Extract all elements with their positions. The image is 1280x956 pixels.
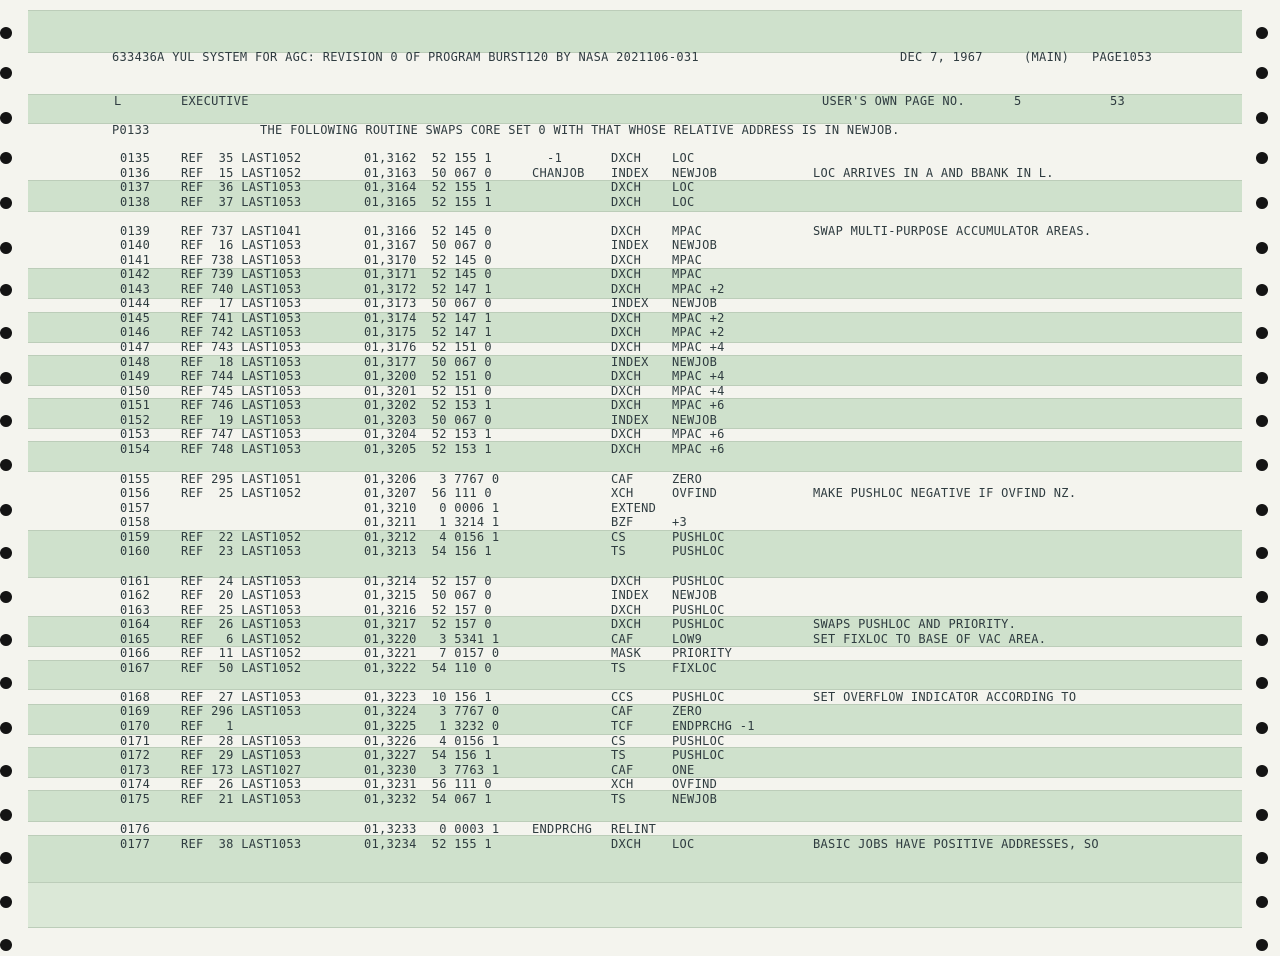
line-number: 0177 [120, 837, 151, 851]
feed-hole [1256, 722, 1268, 734]
operand: ONE [672, 763, 695, 777]
line-number: 0173 [120, 763, 151, 777]
opcode: CAF [611, 704, 634, 718]
line-number: 0167 [120, 661, 151, 675]
address-code: 01,3173 50 067 0 [364, 296, 492, 310]
opcode: INDEX [611, 413, 649, 427]
feed-hole [0, 67, 12, 79]
address-code: 01,3211 1 3214 1 [364, 515, 500, 529]
operand: ZERO [672, 472, 703, 486]
feed-hole [0, 327, 12, 339]
address-code: 01,3171 52 145 0 [364, 267, 492, 281]
paper-band [28, 882, 1242, 928]
ref-column: REF 36 LAST1053 [181, 180, 302, 194]
feed-hole [0, 504, 12, 516]
paper-band [28, 10, 1242, 53]
opcode: CAF [611, 632, 634, 646]
opcode: TS [611, 748, 627, 762]
users-page-label: USER'S OWN PAGE NO. [822, 94, 965, 108]
opcode: CS [611, 734, 627, 748]
line-number: 0149 [120, 369, 151, 383]
line-number: 0139 [120, 224, 151, 238]
ref-column: REF 747 LAST1053 [181, 427, 302, 441]
operand: NEWJOB [672, 413, 718, 427]
opcode: XCH [611, 777, 634, 791]
operand: MPAC +6 [672, 442, 725, 456]
address-code: 01,3220 3 5341 1 [364, 632, 500, 646]
header-page-label: PAGE1053 [1092, 50, 1153, 64]
operand: NEWJOB [672, 355, 718, 369]
address-code: 01,3175 52 147 1 [364, 325, 492, 339]
header-title-line: 633436A YUL SYSTEM FOR AGC: REVISION 0 OF PROGRAM BURST120 BY NASA 2021106-031 [112, 50, 699, 64]
feed-hole [1256, 852, 1268, 864]
log-section: EXECUTIVE [181, 94, 249, 108]
comment: SET OVERFLOW INDICATOR ACCORDING TO [813, 690, 1077, 704]
operand: MPAC +6 [672, 427, 725, 441]
line-number: 0144 [120, 296, 151, 310]
operand: LOC [672, 151, 695, 165]
address-code: 01,3166 52 145 0 [364, 224, 492, 238]
operand: +3 [672, 515, 688, 529]
ref-column: REF 16 LAST1053 [181, 238, 302, 252]
address-code: 01,3224 3 7767 0 [364, 704, 500, 718]
opcode: DXCH [611, 267, 642, 281]
feed-hole [0, 896, 12, 908]
address-code: 01,3232 54 067 1 [364, 792, 492, 806]
line-number: 0163 [120, 603, 151, 617]
address-code: 01,3201 52 151 0 [364, 384, 492, 398]
address-code: 01,3234 52 155 1 [364, 837, 492, 851]
opcode: XCH [611, 486, 634, 500]
address-code: 01,3167 50 067 0 [364, 238, 492, 252]
feed-hole [1256, 677, 1268, 689]
opcode: DXCH [611, 603, 642, 617]
ref-column: REF 748 LAST1053 [181, 442, 302, 456]
operand: ENDPRCHG -1 [672, 719, 755, 733]
operand: MPAC [672, 267, 703, 281]
address-code: 01,3200 52 151 0 [364, 369, 492, 383]
feed-hole [1256, 547, 1268, 559]
operand: MPAC +2 [672, 282, 725, 296]
opcode: DXCH [611, 282, 642, 296]
ref-column: REF 746 LAST1053 [181, 398, 302, 412]
ref-column: REF 18 LAST1053 [181, 355, 302, 369]
operand: MPAC +4 [672, 369, 725, 383]
line-number: 0175 [120, 792, 151, 806]
opcode: INDEX [611, 588, 649, 602]
address-code: 01,3205 52 153 1 [364, 442, 492, 456]
operand: LOC [672, 837, 695, 851]
address-code: 01,3176 52 151 0 [364, 340, 492, 354]
ref-column: REF 741 LAST1053 [181, 311, 302, 325]
opcode: DXCH [611, 180, 642, 194]
opcode: TS [611, 661, 627, 675]
line-number: 0151 [120, 398, 151, 412]
ref-column: REF 1 [181, 719, 234, 733]
ref-column: REF 24 LAST1053 [181, 574, 302, 588]
comment: SWAPS PUSHLOC AND PRIORITY. [813, 617, 1017, 631]
ref-column: REF 21 LAST1053 [181, 792, 302, 806]
header-section-tag: (MAIN) [1024, 50, 1070, 64]
page-right: 53 [1110, 94, 1126, 108]
ref-column: REF 19 LAST1053 [181, 413, 302, 427]
line-number: 0169 [120, 704, 151, 718]
intro-page-code: P0133 [112, 123, 150, 137]
operand: FIXLOC [672, 661, 718, 675]
address-code: 01,3227 54 156 1 [364, 748, 492, 762]
opcode: CAF [611, 763, 634, 777]
line-number: 0159 [120, 530, 151, 544]
feed-hole [0, 459, 12, 471]
opcode: INDEX [611, 238, 649, 252]
operand: PUSHLOC [672, 603, 725, 617]
feed-hole [0, 372, 12, 384]
address-code: 01,3163 50 067 0 [364, 166, 492, 180]
address-code: 01,3165 52 155 1 [364, 195, 492, 209]
feed-hole [1256, 634, 1268, 646]
address-code: 01,3230 3 7763 1 [364, 763, 500, 777]
operand: PUSHLOC [672, 574, 725, 588]
address-code: 01,3174 52 147 1 [364, 311, 492, 325]
operand: LOW9 [672, 632, 703, 646]
operand: NEWJOB [672, 792, 718, 806]
operand: MPAC +4 [672, 340, 725, 354]
opcode: INDEX [611, 166, 649, 180]
feed-hole [1256, 284, 1268, 296]
opcode: DXCH [611, 311, 642, 325]
ref-column: REF 739 LAST1053 [181, 267, 302, 281]
address-code: 01,3214 52 157 0 [364, 574, 492, 588]
feed-hole [0, 852, 12, 864]
opcode: DXCH [611, 427, 642, 441]
opcode: DXCH [611, 398, 642, 412]
feed-hole [1256, 939, 1268, 951]
line-number: 0136 [120, 166, 151, 180]
feed-hole [1256, 415, 1268, 427]
header-date: DEC 7, 1967 [900, 50, 983, 64]
feed-hole [0, 722, 12, 734]
address-code: 01,3213 54 156 1 [364, 544, 492, 558]
opcode: DXCH [611, 384, 642, 398]
opcode: DXCH [611, 442, 642, 456]
comment: SET FIXLOC TO BASE OF VAC AREA. [813, 632, 1047, 646]
line-number: 0153 [120, 427, 151, 441]
line-number: 0147 [120, 340, 151, 354]
operand: LOC [672, 180, 695, 194]
feed-hole [0, 27, 12, 39]
opcode: BZF [611, 515, 634, 529]
operand: PUSHLOC [672, 544, 725, 558]
operand: PRIORITY [672, 646, 733, 660]
opcode: DXCH [611, 151, 642, 165]
ref-column: REF 50 LAST1052 [181, 661, 302, 675]
line-number: 0140 [120, 238, 151, 252]
feed-hole [1256, 809, 1268, 821]
ref-column: REF 23 LAST1053 [181, 544, 302, 558]
address-code: 01,3222 54 110 0 [364, 661, 492, 675]
opcode: DXCH [611, 837, 642, 851]
feed-hole [1256, 504, 1268, 516]
feed-hole [0, 547, 12, 559]
opcode: RELINT [611, 822, 657, 836]
opcode: TCF [611, 719, 634, 733]
operand: PUSHLOC [672, 748, 725, 762]
opcode: DXCH [611, 253, 642, 267]
line-number: 0165 [120, 632, 151, 646]
line-number: 0158 [120, 515, 151, 529]
ref-column: REF 11 LAST1052 [181, 646, 302, 660]
opcode: MASK [611, 646, 642, 660]
line-number: 0170 [120, 719, 151, 733]
line-number: 0162 [120, 588, 151, 602]
ref-column: REF 38 LAST1053 [181, 837, 302, 851]
operand: NEWJOB [672, 588, 718, 602]
feed-hole [1256, 152, 1268, 164]
feed-hole [0, 197, 12, 209]
feed-hole [0, 415, 12, 427]
feed-hole [0, 765, 12, 777]
ref-column: REF 17 LAST1053 [181, 296, 302, 310]
line-number: 0152 [120, 413, 151, 427]
address-code: 01,3212 4 0156 1 [364, 530, 500, 544]
operand: PUSHLOC [672, 690, 725, 704]
opcode: CAF [611, 472, 634, 486]
feed-hole [0, 242, 12, 254]
ref-column: REF 26 LAST1053 [181, 777, 302, 791]
operand: MPAC +6 [672, 398, 725, 412]
label-field: CHANJOB [532, 166, 585, 180]
feed-hole [0, 634, 12, 646]
ref-column: REF 28 LAST1053 [181, 734, 302, 748]
type-code: L [114, 94, 122, 108]
operand: OVFIND [672, 486, 718, 500]
feed-hole [0, 112, 12, 124]
ref-column: REF 29 LAST1053 [181, 748, 302, 762]
opcode: DXCH [611, 340, 642, 354]
feed-hole [1256, 67, 1268, 79]
opcode: INDEX [611, 296, 649, 310]
address-code: 01,3226 4 0156 1 [364, 734, 500, 748]
feed-hole [1256, 27, 1268, 39]
opcode: DXCH [611, 574, 642, 588]
address-code: 01,3216 52 157 0 [364, 603, 492, 617]
address-code: 01,3210 0 0006 1 [364, 501, 500, 515]
ref-column: REF 745 LAST1053 [181, 384, 302, 398]
address-code: 01,3207 56 111 0 [364, 486, 492, 500]
address-code: 01,3202 52 153 1 [364, 398, 492, 412]
opcode: DXCH [611, 325, 642, 339]
address-code: 01,3164 52 155 1 [364, 180, 492, 194]
comment: BASIC JOBS HAVE POSITIVE ADDRESSES, SO [813, 837, 1099, 851]
operand: ZERO [672, 704, 703, 718]
label-field: -1 [532, 151, 563, 165]
line-number: 0150 [120, 384, 151, 398]
address-code: 01,3204 52 153 1 [364, 427, 492, 441]
address-code: 01,3231 56 111 0 [364, 777, 492, 791]
ref-column: REF 173 LAST1027 [181, 763, 302, 777]
line-number: 0156 [120, 486, 151, 500]
line-number: 0154 [120, 442, 151, 456]
feed-hole [0, 152, 12, 164]
address-code: 01,3233 0 0003 1 [364, 822, 500, 836]
line-number: 0155 [120, 472, 151, 486]
ref-column: REF 27 LAST1053 [181, 690, 302, 704]
address-code: 01,3172 52 147 1 [364, 282, 492, 296]
address-code: 01,3215 50 067 0 [364, 588, 492, 602]
comment: MAKE PUSHLOC NEGATIVE IF OVFIND NZ. [813, 486, 1077, 500]
line-number: 0172 [120, 748, 151, 762]
ref-column: REF 37 LAST1053 [181, 195, 302, 209]
opcode: CCS [611, 690, 634, 704]
ref-column: REF 26 LAST1053 [181, 617, 302, 631]
address-code: 01,3223 10 156 1 [364, 690, 492, 704]
line-number: 0171 [120, 734, 151, 748]
operand: PUSHLOC [672, 530, 725, 544]
users-page-no: 5 [1014, 94, 1022, 108]
line-number: 0164 [120, 617, 151, 631]
ref-column: REF 742 LAST1053 [181, 325, 302, 339]
line-number: 0142 [120, 267, 151, 281]
ref-column: REF 20 LAST1053 [181, 588, 302, 602]
ref-column: REF 740 LAST1053 [181, 282, 302, 296]
ref-column: REF 737 LAST1041 [181, 224, 302, 238]
intro-text: THE FOLLOWING ROUTINE SWAPS CORE SET 0 WITH THAT WHOSE RELATIVE ADDRESS IS IN NEWJOB. [260, 123, 900, 137]
opcode: TS [611, 544, 627, 558]
address-code: 01,3203 50 067 0 [364, 413, 492, 427]
address-code: 01,3177 50 067 0 [364, 355, 492, 369]
line-number: 0160 [120, 544, 151, 558]
operand: NEWJOB [672, 166, 718, 180]
operand: MPAC +4 [672, 384, 725, 398]
line-number: 0168 [120, 690, 151, 704]
line-number: 0137 [120, 180, 151, 194]
ref-column: REF 15 LAST1052 [181, 166, 302, 180]
ref-column: REF 22 LAST1052 [181, 530, 302, 544]
operand: MPAC [672, 224, 703, 238]
opcode: DXCH [611, 224, 642, 238]
feed-hole [1256, 327, 1268, 339]
feed-hole [0, 284, 12, 296]
operand: MPAC +2 [672, 325, 725, 339]
feed-hole [0, 677, 12, 689]
feed-hole [0, 809, 12, 821]
address-code: 01,3225 1 3232 0 [364, 719, 500, 733]
address-code: 01,3162 52 155 1 [364, 151, 492, 165]
feed-hole [1256, 765, 1268, 777]
feed-hole [1256, 372, 1268, 384]
comment: LOC ARRIVES IN A AND BBANK IN L. [813, 166, 1054, 180]
opcode: TS [611, 792, 627, 806]
ref-column: REF 296 LAST1053 [181, 704, 302, 718]
opcode: DXCH [611, 195, 642, 209]
line-number: 0135 [120, 151, 151, 165]
label-field: ENDPRCHG [532, 822, 593, 836]
ref-column: REF 295 LAST1051 [181, 472, 302, 486]
ref-column: REF 25 LAST1052 [181, 486, 302, 500]
operand: LOC [672, 195, 695, 209]
ref-column: REF 744 LAST1053 [181, 369, 302, 383]
opcode: INDEX [611, 355, 649, 369]
ref-column: REF 35 LAST1052 [181, 151, 302, 165]
feed-hole [1256, 112, 1268, 124]
ref-column: REF 743 LAST1053 [181, 340, 302, 354]
line-number: 0174 [120, 777, 151, 791]
operand: NEWJOB [672, 238, 718, 252]
line-number: 0143 [120, 282, 151, 296]
line-number: 0138 [120, 195, 151, 209]
operand: PUSHLOC [672, 617, 725, 631]
opcode: DXCH [611, 617, 642, 631]
line-number: 0176 [120, 822, 151, 836]
feed-hole [1256, 459, 1268, 471]
operand: PUSHLOC [672, 734, 725, 748]
feed-hole [0, 939, 12, 951]
line-number: 0148 [120, 355, 151, 369]
ref-column: REF 25 LAST1053 [181, 603, 302, 617]
operand: OVFIND [672, 777, 718, 791]
opcode: CS [611, 530, 627, 544]
feed-hole [1256, 896, 1268, 908]
line-number: 0146 [120, 325, 151, 339]
line-number: 0166 [120, 646, 151, 660]
feed-hole [0, 591, 12, 603]
feed-hole [1256, 242, 1268, 254]
address-code: 01,3206 3 7767 0 [364, 472, 500, 486]
address-code: 01,3217 52 157 0 [364, 617, 492, 631]
address-code: 01,3170 52 145 0 [364, 253, 492, 267]
line-number: 0145 [120, 311, 151, 325]
operand: NEWJOB [672, 296, 718, 310]
line-number: 0141 [120, 253, 151, 267]
operand: MPAC +2 [672, 311, 725, 325]
address-code: 01,3221 7 0157 0 [364, 646, 500, 660]
feed-hole [1256, 591, 1268, 603]
line-number: 0161 [120, 574, 151, 588]
operand: MPAC [672, 253, 703, 267]
opcode: EXTEND [611, 501, 657, 515]
ref-column: REF 6 LAST1052 [181, 632, 302, 646]
ref-column: REF 738 LAST1053 [181, 253, 302, 267]
comment: SWAP MULTI-PURPOSE ACCUMULATOR AREAS. [813, 224, 1092, 238]
feed-hole [1256, 197, 1268, 209]
line-number: 0157 [120, 501, 151, 515]
opcode: DXCH [611, 369, 642, 383]
